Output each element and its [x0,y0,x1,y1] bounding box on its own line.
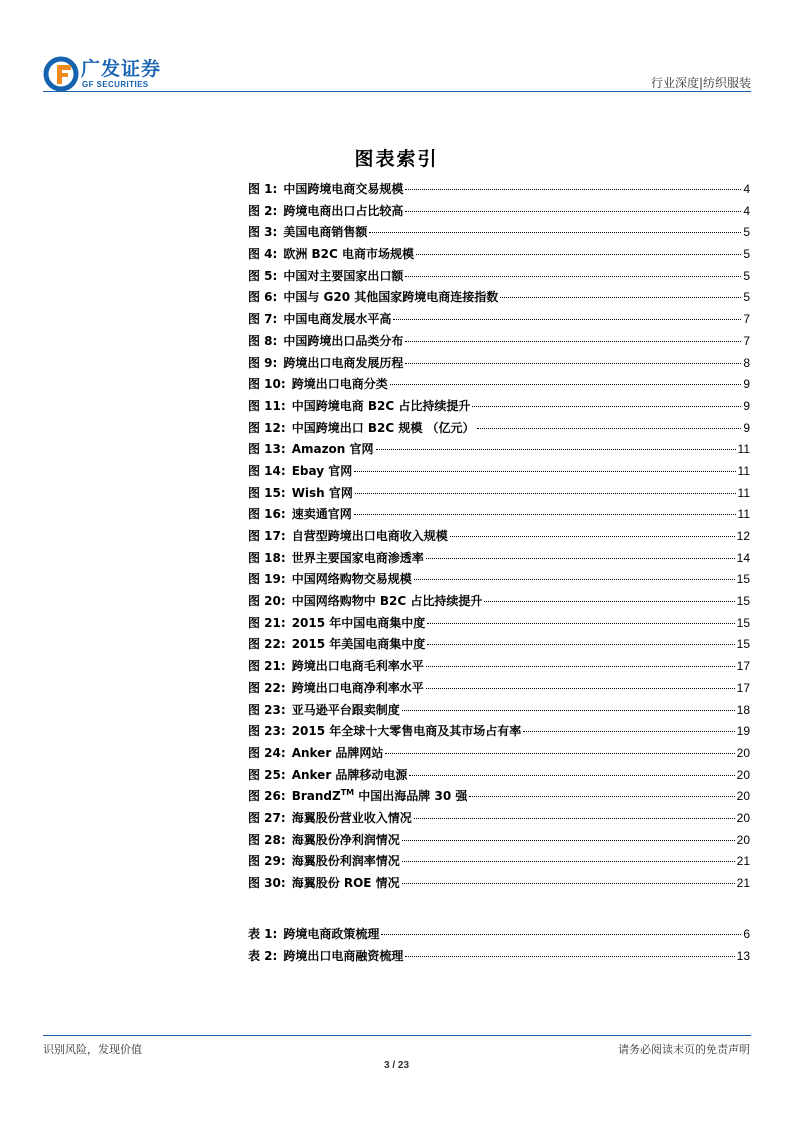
figure-index-entry-title: Anker 品牌网站 [291,745,384,760]
footer-disclaimer: 请务必阅读末页的免责声明 [618,1043,750,1056]
table-index-entry-page: 13 [736,948,750,963]
figure-index-entry-page: 15 [736,615,750,630]
figure-index-entry-title: Ebay 官网 [291,463,353,478]
dot-leader [427,623,734,624]
figure-index-entry-page: 20 [736,767,750,782]
figure-index-entry[interactable] [248,245,750,267]
dot-leader [381,934,741,935]
figure-index-entry[interactable] [248,657,750,679]
figure-index-entry-title: 跨境出口电商发展历程 [283,355,404,370]
figure-index-entry-title: 中国跨境出口 B2C 规模 （亿元） [291,420,475,435]
figure-index-entry-title: 2015 年全球十大零售电商及其市场占有率 [291,724,522,739]
figure-index-entry-label: 图 22: [248,637,286,652]
figure-index-entry-title: 中国电商发展水平高 [283,312,392,327]
figure-index-entry[interactable] [248,787,750,809]
figure-index-entry-page: 21 [736,854,750,869]
dot-leader [414,818,735,819]
figure-index-entry-label: 图 25: [248,767,286,782]
figure-index-entry-title: 中国对主要国家出口额 [283,268,404,283]
figure-index-entry-page: 11 [737,442,750,457]
footer-slogan: 识别风险，发现价值 [43,1043,142,1056]
figure-index-entry-label: 图 26: [248,789,286,804]
figure-index-entry-title: 2015 年美国电商集中度 [291,637,426,652]
figure-index-entry-page: 14 [736,550,750,565]
figure-index-entry-page: 11 [737,507,750,522]
figure-index-entry-label: 图 23: [248,724,286,739]
brand-name-en: GF SECURITIES [82,80,149,89]
figure-index-entry-label: 图 24: [248,745,286,760]
figure-index-entry[interactable] [248,354,750,376]
dot-leader [405,363,741,364]
figure-index-entry-page: 7 [743,333,750,348]
dot-leader [427,644,734,645]
figure-index-entry-page: 17 [736,659,750,674]
figure-index-entry-title: Wish 官网 [291,485,353,500]
report-category: 行业深度|纺织服装 [650,76,751,90]
figure-index-entry-label: 图 8: [248,333,278,348]
figure-index-entry[interactable] [248,397,750,419]
figure-index-entry-page: 8 [743,355,750,370]
figure-index-entry-label: 图 18: [248,550,286,565]
figure-index-entry[interactable] [248,462,750,484]
dot-leader [402,861,735,862]
dot-leader [385,753,734,754]
figure-index-entry-page: 9 [743,420,750,435]
figure-index-entry-title: 跨境出口电商净利率水平 [291,680,424,695]
figure-index-entry-label: 图 20: [248,594,286,609]
figure-index-entry-page: 9 [743,377,750,392]
dot-leader [477,428,742,429]
figure-index-entry[interactable] [248,484,750,506]
figure-index-entry[interactable] [248,592,750,614]
figure-index-entry-label: 图 19: [248,572,286,587]
figure-index-entry-label: 图 2: [248,203,278,218]
figure-index-entry-title: 跨境出口电商分类 [291,377,388,392]
figure-index-entry-title-part: 中国出海品牌 30 强 [354,789,468,804]
dot-leader [484,601,734,602]
figure-index-entry-page: 12 [736,529,750,543]
dot-leader [355,493,736,494]
figure-index-entry-title: 海翼股份 ROE 情况 [291,876,400,890]
figure-index-entry-page: 5 [743,268,750,283]
figure-index-entry-label: 图 27: [248,810,286,825]
figure-index-entry-page: 5 [743,290,750,305]
dot-leader [390,384,742,385]
figure-index-entry[interactable] [248,744,750,766]
page-header [43,52,751,96]
figure-index-entry[interactable] [248,874,750,896]
table-index-entry[interactable] [248,947,750,969]
page-number: 3 / 23 [383,1060,410,1071]
dot-leader [405,189,741,190]
figure-index-entry-page: 9 [743,398,750,413]
figure-index-entry-label: 图 21: [248,615,286,630]
dot-leader [426,666,735,667]
figure-index-entry-page: 17 [736,680,750,695]
figure-index-entry-page: 7 [743,312,750,327]
figure-index-entry[interactable] [248,310,750,332]
figure-index-entry[interactable] [248,679,750,701]
figure-index-entry-title: 中国跨境电商 B2C 占比持续提升 [291,398,471,413]
table-index-list [248,925,750,968]
figure-index-entry[interactable] [248,614,750,636]
figure-index-entry[interactable] [248,831,750,853]
dot-leader [500,297,741,298]
figure-index-entry-page: 19 [736,724,750,739]
figure-index-entry-page: 4 [743,182,750,196]
figure-index-entry-label: 图 13: [248,442,286,457]
figure-index-entry-label: 图 21: [248,659,286,674]
figure-index-entry-label: 图 6: [248,290,278,305]
figure-index-entry[interactable] [248,722,750,744]
figure-index-entry[interactable] [248,570,750,592]
figure-index-entry-label: 图 29: [248,854,286,869]
figure-index-entry[interactable] [248,332,750,354]
dot-leader [472,406,741,407]
figure-index-entry-title [292,787,468,804]
figure-index-entry-page: 5 [743,247,750,262]
figure-index-entry-label: 图 15: [248,485,286,500]
figure-index-entry-label: 图 28: [248,832,286,847]
figure-index-entry-page: 20 [736,789,750,804]
dot-leader [402,840,735,841]
figure-index-entry-title: 中国跨境电商交易规模 [283,182,404,196]
figure-index-entry-title: 2015 年中国电商集中度 [291,615,426,630]
dot-leader [402,710,735,711]
dot-leader [416,254,741,255]
figure-index-entry-page: 18 [736,702,750,717]
figure-index-entry-page: 5 [743,225,750,240]
header-divider [43,91,751,92]
dot-leader [393,319,741,320]
figure-index-entry[interactable] [248,223,750,245]
figure-index-entry-title: Anker 品牌移动电源 [291,767,408,782]
figure-index-entry-label: 图 16: [248,507,286,522]
dot-leader [469,796,734,797]
figure-index-entry-page: 20 [736,810,750,825]
table-index-entry-page: 6 [743,927,750,941]
brand-name-cn: 广发证券 [81,58,162,80]
figure-index-entry-title: 中国与 G20 其他国家跨境电商连接指数 [283,290,499,305]
figure-index-entry-page: 15 [736,594,750,609]
dot-leader [369,232,741,233]
page-title: 图表索引 [354,148,439,170]
dot-leader [405,341,741,342]
figure-index-entry-label: 图 5: [248,268,278,283]
table-index-entry[interactable] [248,925,750,947]
figure-index-entry-title: 跨境出口电商毛利率水平 [291,659,424,674]
figure-index-entry[interactable] [248,527,750,549]
dot-leader [376,449,736,450]
figure-index-entry-label: 图 23: [248,702,286,717]
figure-index-entry[interactable] [248,419,750,441]
gf-logo-icon [43,56,79,92]
figure-index-entry-title: 自营型跨境出口电商收入规模 [291,529,448,543]
dot-leader [354,514,736,515]
figure-index-entry-title: 速卖通官网 [291,507,352,522]
figure-index-entry-label: 图 11: [248,398,286,413]
figure-index-entry[interactable] [248,267,750,289]
figure-index-entry-title: 中国网络购物中 B2C 占比持续提升 [291,594,483,609]
figure-index-entry[interactable] [248,440,750,462]
dot-leader [523,731,734,732]
gf-securities-logo [43,56,183,92]
dot-leader [405,211,741,212]
figure-index-entry-label: 图 4: [248,247,278,262]
table-index-entry-title: 跨境出口电商融资梳理 [283,948,404,963]
dot-leader [405,276,741,277]
figure-index-entry-title-part: BrandZ [291,789,341,804]
figure-index-entry-label: 图 9: [248,355,278,370]
figure-index-entry-title: 海翼股份利润率情况 [291,854,400,869]
figure-index-entry-title: 中国跨境出口品类分布 [283,333,404,348]
figure-index-entry[interactable] [248,549,750,571]
figure-index-entry-label: 图 30: [248,876,286,890]
figure-index-entry-page: 15 [736,572,750,587]
figure-index-entry-title: 亚马逊平台跟卖制度 [291,702,400,717]
trademark-superscript: TM [340,788,355,798]
dot-leader [426,688,735,689]
figure-index-entry[interactable] [248,202,750,224]
figure-index-entry-title: 跨境电商出口占比较高 [283,203,404,218]
figure-index-entry[interactable] [248,288,750,310]
figure-index-entry-label: 图 1: [248,182,278,196]
dot-leader [405,956,734,957]
figure-index-entry-page: 20 [736,832,750,847]
figure-index-entry-page: 21 [736,876,750,890]
dot-leader [354,471,735,472]
figure-index-entry-title: 世界主要国家电商渗透率 [291,550,424,565]
dot-leader [409,775,734,776]
figure-index-entry[interactable] [248,852,750,874]
figure-index-entry[interactable] [248,766,750,788]
figure-index-entry[interactable] [248,701,750,723]
figure-index-entry-title: 中国网络购物交易规模 [291,572,412,587]
figure-index-entry-page: 20 [736,745,750,760]
figure-index-entry-label: 图 12: [248,420,286,435]
figure-index-entry-label: 图 3: [248,225,278,240]
figure-index-entry[interactable] [248,505,750,527]
dot-leader [450,536,735,537]
figure-index-list [248,180,750,896]
table-index-entry-label: 表 2: [248,948,278,963]
figure-index-entry-page: 15 [736,637,750,652]
figure-index-entry-label: 图 17: [248,529,286,543]
figure-index-entry[interactable] [248,375,750,397]
figure-index-entry-label: 图 7: [248,312,278,327]
figure-index-entry-label: 图 10: [248,377,286,392]
figure-index-entry-title: Amazon 官网 [291,442,374,457]
table-index-entry-title: 跨境电商政策梳理 [283,927,380,941]
dot-leader [414,579,735,580]
figure-index-entry-title: 美国电商销售额 [283,225,368,240]
footer-divider [43,1035,751,1036]
figure-index-entry-title: 海翼股份营业收入情况 [291,810,412,825]
figure-index-entry-page: 11 [737,463,750,478]
figure-index-entry-page: 4 [743,203,750,218]
figure-index-entry-label: 图 14: [248,463,286,478]
figure-index-entry-label: 图 22: [248,680,286,695]
dot-leader [402,883,735,884]
figure-index-entry[interactable] [248,635,750,657]
dot-leader [426,558,735,559]
table-index-entry-label: 表 1: [248,927,278,941]
figure-index-entry[interactable] [248,180,750,202]
figure-index-entry-page: 11 [737,485,750,500]
figure-index-entry-title: 海翼股份净利润情况 [291,832,400,847]
figure-index-entry[interactable] [248,809,750,831]
figure-index-entry-title: 欧洲 B2C 电商市场规模 [283,247,414,262]
